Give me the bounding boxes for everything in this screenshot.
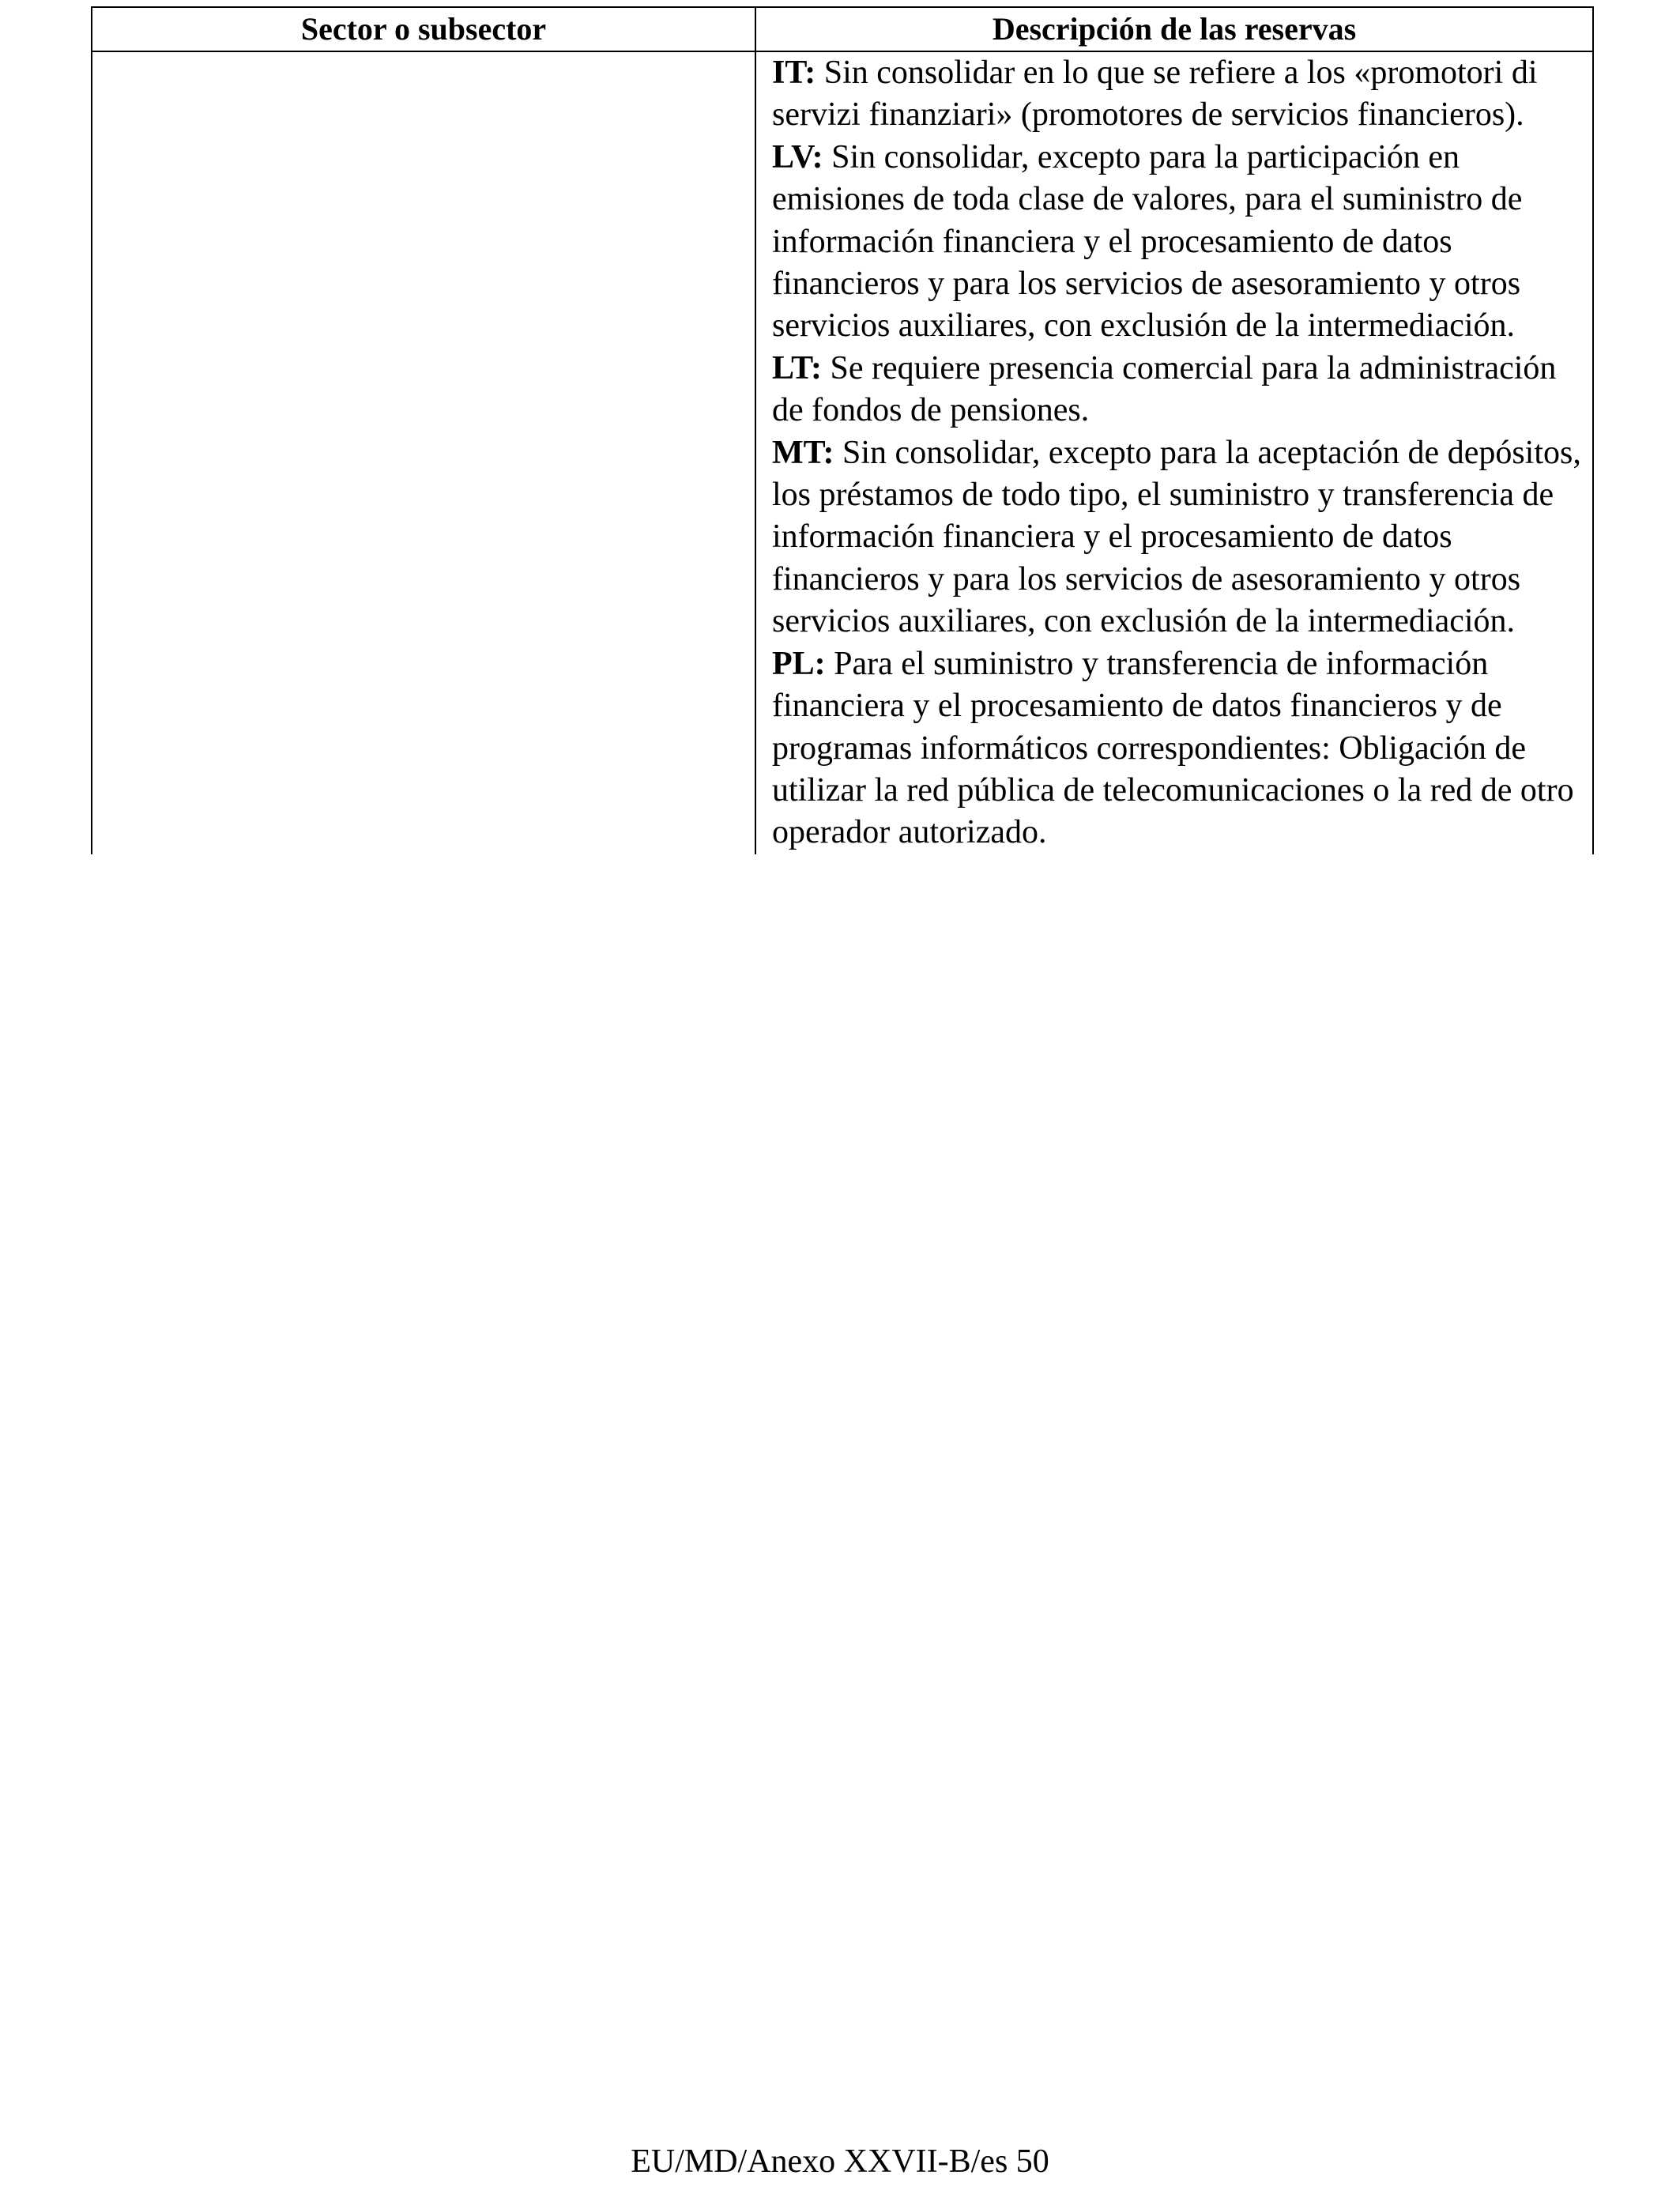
description-cell: [755, 51, 1593, 854]
reservation-text: Se requiere presencia comercial para la administración de fondos de pensiones.: [772, 349, 1557, 429]
reservation-entry-lt: [772, 348, 1581, 432]
country-code: MT:: [772, 434, 834, 471]
country-code: PL:: [772, 645, 826, 682]
country-code: LT:: [772, 349, 823, 386]
table-row: [92, 51, 1593, 854]
reservation-text: Sin consolidar en lo que se refiere a los «promotori di servizi finanziari» (promotores de servicios financieros).: [772, 55, 1538, 134]
reservation-entry-lv: [772, 137, 1581, 348]
reservations-table: [91, 6, 1594, 854]
country-code: IT:: [772, 55, 816, 91]
sector-cell: [92, 51, 755, 854]
reservation-text: Sin consolidar, excepto para la aceptación de depósitos, los préstamos de todo tipo, el suministro y transferencia de información financiera y el procesamiento de datos financieros y para los servicios de asesoramiento y otros servicios auxiliares, con exclusión de la intermediación.: [772, 434, 1581, 640]
table-header-row: [92, 7, 1593, 51]
page-footer: EU/MD/Anexo XXVII-B/es 50: [631, 2143, 1049, 2180]
header-description: Descripción de las reservas: [755, 7, 1593, 51]
reservation-text: Para el suministro y transferencia de información financiera y el procesamiento de datos financieros y de programas informáticos correspondientes: Obligación de utilizar la red pública de telecomunicaciones o la red de otro operador autorizado.: [772, 645, 1574, 851]
reservation-text: Sin consolidar, excepto para la participación en emisiones de toda clase de valores, para el suministro de información financiera y el procesamiento de datos financieros y para los servicios de asesoramiento y otros servicios auxiliares, con exclusión de la intermediación.: [772, 138, 1523, 345]
reservation-entry-mt: [772, 432, 1581, 643]
reservation-entry-pl: [772, 643, 1581, 854]
reservation-entry-it: [772, 52, 1581, 137]
country-code: LV:: [772, 138, 823, 175]
header-sector: Sector o subsector: [92, 7, 755, 51]
